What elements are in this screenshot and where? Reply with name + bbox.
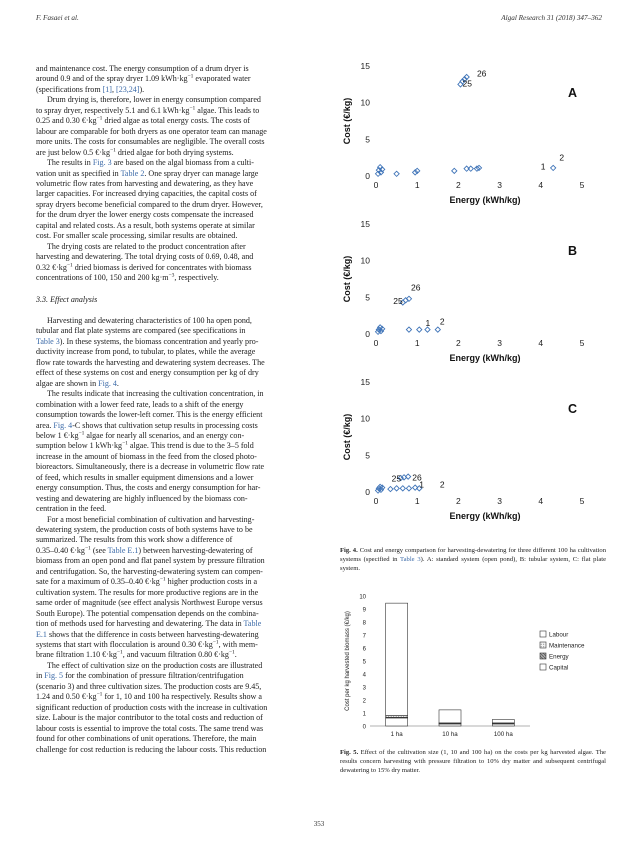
x-tick-label: 0 — [373, 180, 379, 190]
y-tick-label: 0 — [365, 329, 370, 339]
x-tick-label: 2 — [456, 496, 461, 506]
data-point — [394, 486, 399, 491]
point-annotation: 26 — [476, 68, 487, 79]
data-point — [406, 327, 411, 332]
y-axis-title: Cost (€/kg) — [342, 97, 352, 145]
figure-link[interactable]: Fig. 3 — [92, 158, 112, 168]
table-link[interactable]: Table E.1 — [107, 545, 139, 555]
legend-swatch — [540, 653, 546, 659]
legend-swatch — [540, 631, 546, 637]
y-tick-label: 2 — [362, 698, 366, 705]
legend-label: Energy — [549, 653, 569, 661]
point-annotation: 1 — [540, 161, 546, 172]
point-annotation: 2 — [559, 152, 565, 163]
y-tick-label: 4 — [362, 672, 366, 679]
paragraph-3: The results in Fig. 3 are based on the algal biomass from a culti- vation unit as specified in Table 2. One spray dryer can manage large volumetric flow rates from harvesting and dewatering, as they have larger capacities. For increased drying capacities, the capital costs of spray dryers become beneficial compared to the drum dryer. However, for the drum dryer the lower energy costs compensate the increased capital and related costs. As a result, both systems operate at similar cost. For smaller scale processing, similar results are obtained. — [36, 158, 263, 241]
y-tick-label: 15 — [360, 377, 370, 387]
y-tick-label: 0 — [362, 724, 366, 731]
legend-label: Capital — [549, 664, 569, 672]
point-annotation: 25 — [462, 78, 472, 89]
data-point — [406, 486, 411, 491]
x-tick-label: 3 — [497, 180, 502, 190]
table-link[interactable]: Table 3 — [36, 336, 60, 346]
y-tick-label: 15 — [360, 219, 370, 229]
point-annotation: 26 — [412, 472, 422, 483]
legend-swatch — [540, 664, 546, 670]
section-heading: 3.3. Effect analysis — [36, 294, 98, 304]
paragraph-5: Harvesting and dewatering characteristics of 100 ha open pond, tubular and flat plate systems are compared (see specifications in Table 3). In these systems, the biomass concentration and yearly pro- ductivity increase from pond, to tubular, to plates, while the average flow rate towards the harvesting and dewatering system decreases. The effect of these systems on cost and energy consumption per kg of dry algae are shown in Fig. 4. — [36, 315, 265, 388]
y-tick-label: 0 — [365, 171, 370, 181]
x-axis-title: Energy (kWh/kg) — [449, 353, 521, 363]
point-annotation: 25 — [393, 295, 403, 306]
x-tick-label: 4 — [538, 180, 544, 190]
running-header-authors: F. Fasaei et al. — [36, 14, 79, 22]
category-label: 100 ha — [493, 731, 513, 738]
paragraph-2: Drum drying is, therefore, lower in energy consumption compared to spray dryer, respectively 5.1 and 6.1 $kWh\cdot kg^{-1}$ algae. This leads to 0.25 and 0.30 $€\cdot kg^{-1}$ dried algae as total energy costs. The costs of labour are comparable for both dryers as one operator team can manage more units. The costs for consumables are negligible. The overall costs are just below 0.5 $€\cdot kg^{-1}$ dried algae for both drying systems. — [36, 95, 267, 157]
panel-label: B — [568, 243, 578, 258]
table-link[interactable]: E.1 — [36, 629, 47, 639]
data-point — [435, 327, 440, 332]
data-point — [388, 486, 393, 491]
data-point — [400, 486, 405, 491]
scatter-panel-c — [342, 377, 585, 521]
y-tick-label: 1 — [362, 711, 366, 718]
x-tick-label: 4 — [538, 496, 544, 506]
x-tick-label: 1 — [414, 496, 420, 506]
y-tick-label: 5 — [362, 659, 366, 666]
y-tick-label: 0 — [365, 487, 370, 497]
x-axis-title: Energy (kWh/kg) — [449, 195, 521, 205]
data-point — [551, 165, 556, 170]
paragraph-6: The results indicate that increasing the cultivation concentration, in combination with a lower feed rate, leads to a shift of the energy consumption towards the lower-left corner. This is the energy efficient area. Fig. 4-C shows that cultivation setup results in processing costs below 1 $€\cdot kg^{-1}$ algae for nearly all scenarios, and an energy con- sumption below 1 $kWh\cdot kg^{-1}$ algae. This trend is due to the 3–5 fold increase in the amount of biomass in the feed from the closed photo- bioreactors. Simultaneously, there is a decrease in volumetric flow rate of feed, which results in smaller equipment dimensions and a lower energy consumption. Thus, the costs and energy consumption for har- vesting and dewatering are highly influenced by the biomass con- centration in the feed. — [36, 389, 265, 514]
x-tick-label: 4 — [538, 338, 544, 348]
bar-segment-labour — [386, 603, 408, 715]
x-tick-label: 2 — [456, 338, 461, 348]
ref-link[interactable]: [23,24] — [116, 84, 140, 94]
point-annotation: 2 — [439, 316, 445, 327]
y-tick-label: 3 — [362, 685, 366, 692]
scatter-panel-a — [342, 61, 585, 205]
y-tick-label: 5 — [365, 134, 370, 145]
x-tick-label: 0 — [373, 496, 379, 506]
figure-link[interactable]: Fig. 4 — [98, 378, 117, 388]
y-tick-label: 6 — [362, 646, 366, 653]
paragraph-7: For a most beneficial combination of cultivation and harvesting- dewatering system, the production costs of both systems have to be summarized. The results from this work show a difference of 0.35–0.40 $€\cdot kg^{-1}$ (see Table E.1) between harvesting-dewatering of biomass from an open pond and flat panel system by pressure filtration and centrifugation. So, the harvesting-dewatering system can compen- sate for a maximum of 0.35–0.40 $€\cdot kg^{-1}$ higher production costs in a cultivation system. The results for more productive regions are in the same order of magnitude (see effect analysis Northwest Europe versus South Europe). The potential compensation depends on the combina- tion of methods used for harvesting and dewatering. The data in Table E.1 shows that the difference in costs between harvesting-dewatering systems that start with flocculation is around 0.30 $€\cdot kg^{-1}$, with mem- brane filtration 1.10 $€\cdot kg^{-1}$, and vacuum filtration 0.80 $€\cdot kg^{-1}$. — [36, 514, 265, 660]
y-tick-label: 15 — [360, 61, 370, 71]
y-tick-label: 10 — [360, 97, 370, 108]
data-point — [394, 171, 399, 176]
point-annotation: 25 — [391, 473, 402, 484]
y-tick-label: 5 — [365, 450, 370, 461]
y-tick-label: 7 — [362, 633, 366, 640]
x-tick-label: 5 — [579, 496, 585, 506]
table-link[interactable]: Table 2 — [120, 168, 145, 178]
bar-segment-labour — [439, 710, 461, 723]
running-header-journal: Algal Research 31 (2018) 347–362 — [501, 14, 602, 22]
panel-label: A — [568, 85, 578, 100]
figure-link[interactable]: Fig. 4 — [53, 420, 73, 430]
x-tick-label: 3 — [497, 496, 502, 506]
data-point — [417, 327, 422, 332]
point-annotation: 1 — [419, 479, 424, 490]
bar-segment-capital — [386, 718, 408, 726]
category-label: 1 ha — [390, 731, 403, 738]
x-tick-label: 5 — [579, 180, 585, 190]
y-tick-label: 10 — [360, 413, 370, 424]
x-axis-title: Energy (kWh/kg) — [449, 511, 521, 521]
bar-segment-labour — [492, 720, 514, 723]
figure-link[interactable]: Fig. 5 — [44, 671, 64, 681]
legend-swatch — [540, 642, 546, 648]
y-axis-title: Cost (€/kg) — [342, 413, 352, 461]
point-annotation: 2 — [439, 479, 445, 490]
paragraph-8: The effect of cultivation size on the production costs are illustrated in Fig. 5 for the combination of pressure filtration/centrifugation (scenario 3) and three cultivation sizes. The production costs are 9.45, 1.24 and 0.50 $€\cdot kg^{-1}$ for 1, 10 and 100 ha respectively. Results show a significant reduction of production costs with the increase in cultivation size. Labour is the major contributor to the total costs and reduction of labour costs is essential to improve the total costs. The same trend was found for other combinations of unit operations. Therefore, the main challenge for cost reduction is reducing the labour costs. This reduction — [36, 660, 268, 754]
ref-link[interactable]: [1] — [102, 84, 112, 94]
body-text-column — [36, 64, 323, 755]
y-axis-title: Cost (€/kg) — [342, 255, 352, 303]
y-tick-label: 5 — [365, 292, 370, 303]
figure-4-caption: Fig. 4. Cost and energy comparison for harvesting-dewatering for three different 100 ha cultivation systems (specified in Table 3). A: standard system (open pond), B: tubular system, C: flat plate system. — [340, 547, 606, 572]
y-axis-title: Cost per kg harvested biomass (€/kg) — [345, 611, 351, 711]
figure-5-stacked-bar-chart — [340, 588, 606, 740]
category-label: 10 ha — [442, 731, 458, 738]
paragraph-4: The drying costs are related to the product concentration after harvesting and dewatering. The total drying costs of 0.69, 0.48, and 0.32 $€\cdot kg^{-1}$ dried biomass is derived for concentrates with biomass concentrations of 100, 150 and 200 $kg\cdot m^{-3}$, respectively. — [36, 241, 254, 283]
figure-5-caption: Fig. 5. Effect of the cultivation size (1, 10 and 100 ha) on the costs per kg harvested algae. The results concern harvesting with pressure filtration to 10% dry matter and subsequent centrifugal dewatering to 15% dry matter. — [340, 749, 606, 774]
data-point — [452, 168, 457, 173]
scatter-panel-b — [342, 219, 585, 363]
table-link[interactable]: Table — [243, 619, 262, 629]
y-tick-label: 8 — [362, 620, 366, 627]
legend-label: Labour — [549, 631, 569, 639]
point-annotation: 1 — [425, 317, 431, 328]
table-link[interactable]: Table 3 — [400, 556, 421, 563]
y-tick-label: 10 — [359, 594, 366, 601]
figure-4-scatter-panels — [340, 58, 606, 534]
y-tick-label: 9 — [362, 607, 366, 614]
point-annotation: 26 — [411, 282, 421, 293]
x-tick-label: 0 — [373, 338, 379, 348]
panel-label: C — [568, 401, 578, 416]
x-tick-label: 3 — [497, 338, 502, 348]
legend-label: Maintenance — [549, 642, 585, 650]
page-number: 353 — [313, 820, 325, 828]
paragraph-1: and maintenance cost. The energy consumption of a drum dryer is around 0.9 and of the spray dryer 1.09 $kWh\cdot kg^{-1}$ evaporated water (specifications from [1], [23,24]). — [36, 64, 251, 94]
y-tick-label: 10 — [360, 255, 370, 266]
x-tick-label: 2 — [456, 180, 461, 190]
x-tick-label: 5 — [579, 338, 585, 348]
x-tick-label: 1 — [414, 338, 420, 348]
x-tick-label: 1 — [414, 180, 420, 190]
